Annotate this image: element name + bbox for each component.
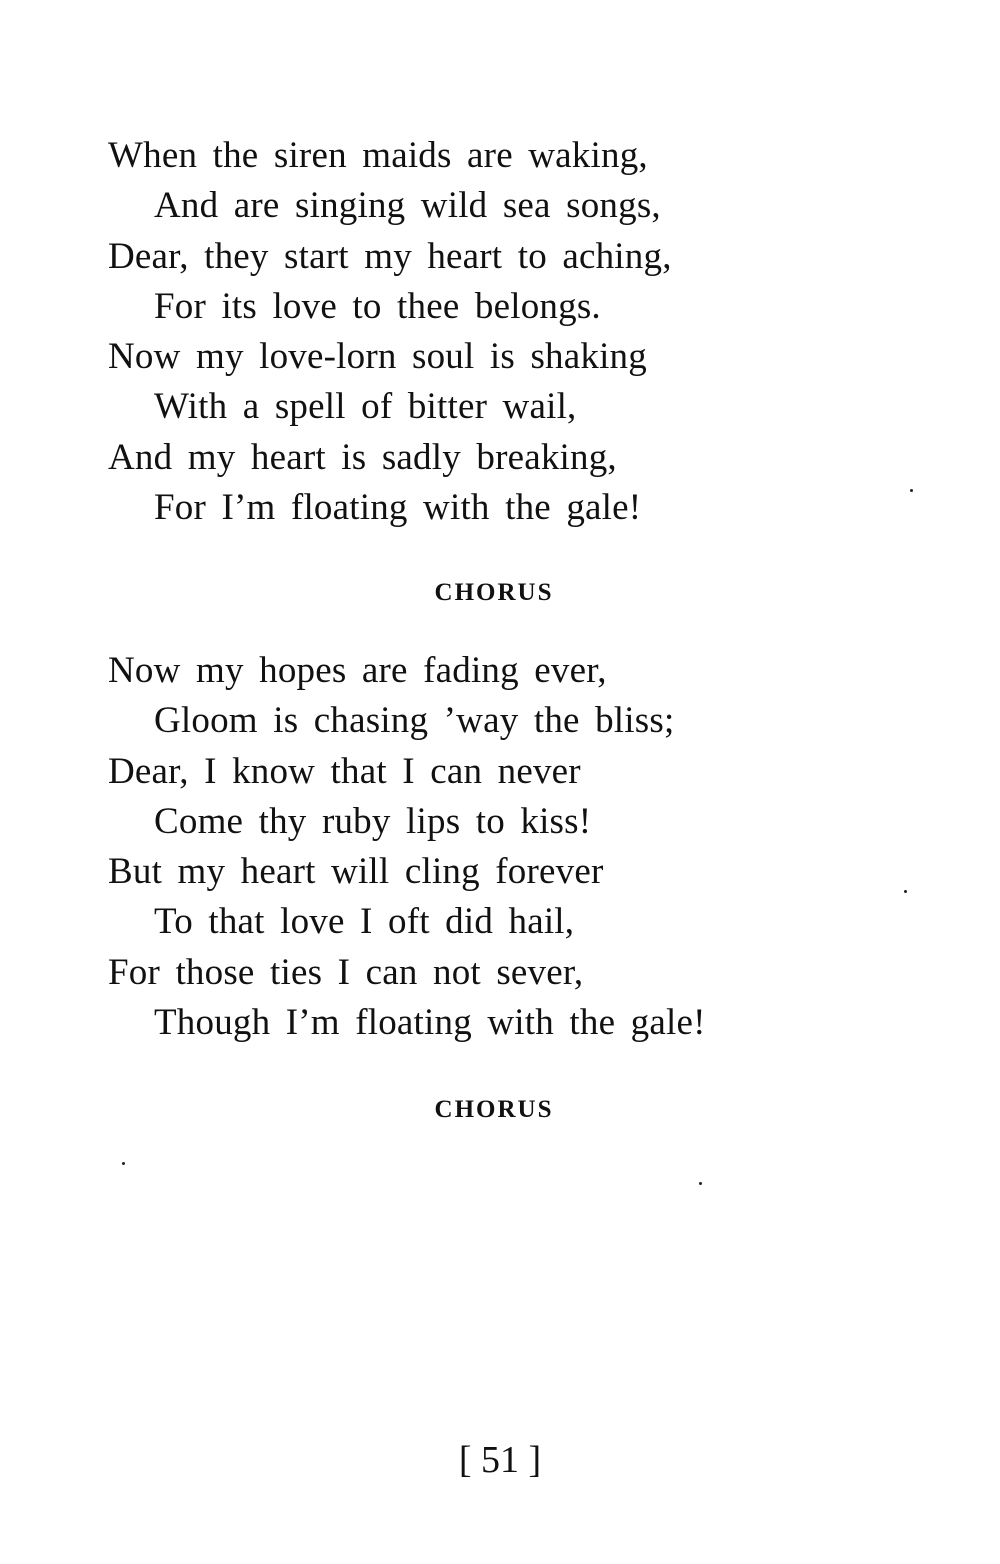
chorus-label: CHORUS: [434, 1096, 554, 1123]
scan-speck: [904, 890, 907, 893]
chorus-label: CHORUS: [434, 579, 554, 606]
verse-line: Now my hopes are fading ever,: [108, 650, 607, 691]
verse-line: Gloom is chasing ’way the bliss;: [154, 700, 675, 742]
verse-line: Now my love-lorn soul is shaking: [108, 336, 647, 378]
verse-line: Though I’m floating with the gale!: [154, 1002, 706, 1044]
verse-line: With a spell of bitter wail,: [154, 386, 577, 428]
page-number: [ 51 ]: [458, 1439, 542, 1481]
verse-line: For those ties I can not sever,: [108, 951, 584, 993]
verse-line: Dear, they start my heart to aching,: [108, 235, 672, 277]
verse-line: When the siren maids are waking,: [108, 135, 648, 176]
scan-speck: [910, 489, 913, 492]
scan-speck: [122, 1162, 125, 1165]
verse-line: Dear, I know that I can never: [108, 750, 581, 792]
verse-line: Come thy ruby lips to kiss!: [154, 800, 592, 842]
verse-line: For its love to thee belongs.: [154, 285, 601, 327]
verse-line: But my heart will cling forever: [108, 851, 604, 893]
stanza-1: [108, 131, 928, 533]
verse-line: And my heart is sadly breaking,: [108, 436, 617, 478]
verse-line: For I’m floating with the gale!: [154, 487, 642, 529]
verse-line: To that love I oft did hail,: [154, 901, 575, 943]
scan-speck: [699, 1182, 702, 1185]
verse-line: And are singing wild sea songs,: [154, 185, 661, 227]
stanza-2: [108, 646, 928, 1048]
